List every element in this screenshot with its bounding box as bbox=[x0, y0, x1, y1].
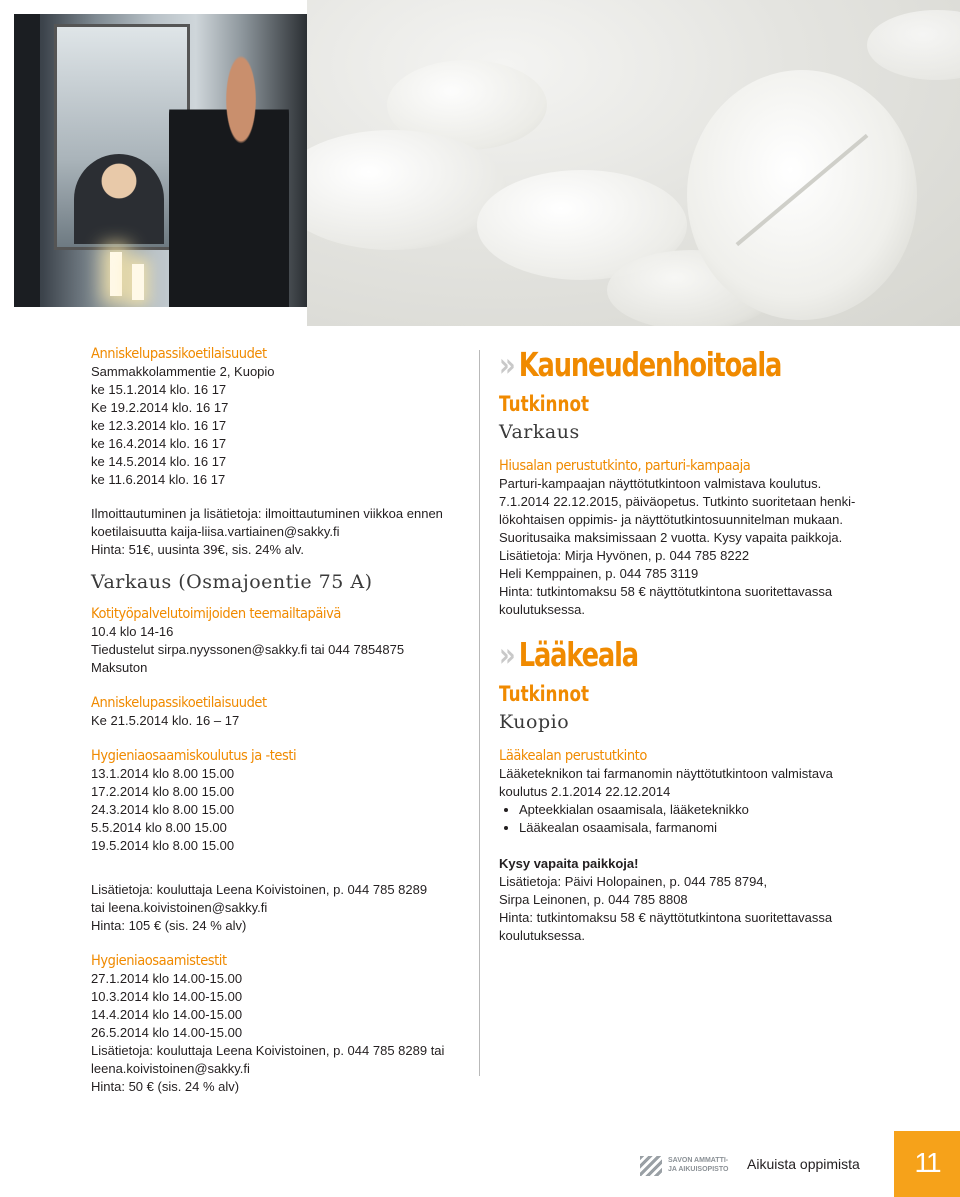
text-line: Maksuton bbox=[91, 660, 148, 675]
text-line: koetilaisuutta kaija-liisa.vartiainen@sakky.fi bbox=[91, 524, 340, 539]
hairdresser-photo bbox=[14, 14, 307, 307]
text-line: 17.2.2014 klo 8.00 15.00 bbox=[91, 784, 235, 799]
column-divider bbox=[479, 350, 480, 1076]
text-line: ke 14.5.2014 klo. 16 17 bbox=[91, 454, 227, 469]
candle bbox=[110, 252, 122, 296]
text-line: Ke 21.5.2014 klo. 16 – 17 bbox=[91, 713, 240, 728]
section-title-text: Lääkeala bbox=[518, 635, 638, 674]
page-number: 11 bbox=[914, 1147, 940, 1178]
text-line: Hinta: 51€, uusinta 39€, sis. 24% alv. bbox=[91, 542, 304, 557]
text-line: Ilmoittautuminen ja lisätietoja: ilmoittautuminen viikkoa ennen bbox=[91, 506, 443, 521]
client-figure bbox=[74, 154, 164, 244]
subsection-title: Tutkinnot bbox=[499, 392, 590, 416]
text-line: 27.1.2014 klo 14.00-15.00 bbox=[91, 971, 243, 986]
logo-text-line: SAVON AMMATTI- bbox=[668, 1157, 729, 1164]
section-title bbox=[499, 635, 795, 675]
text-line: 24.3.2014 klo 8.00 15.00 bbox=[91, 802, 235, 817]
text-line: lökohtaisen oppimis- ja näyttötutkintosuunnitelman mukaan. bbox=[499, 512, 843, 527]
text-line: Kysy vapaita paikkoja! bbox=[499, 856, 639, 871]
section-heading: Anniskelupassikoetilaisuudet bbox=[91, 346, 267, 362]
chevron-icon: » bbox=[499, 635, 511, 674]
text-line: Sammakkolammentie 2, Kuopio bbox=[91, 364, 275, 379]
text-line: 7.1.2014 22.12.2015, päiväopetus. Tutkinto suoritetaan henki- bbox=[499, 494, 856, 509]
text-line: 10.3.2014 klo 14.00-15.00 bbox=[91, 989, 243, 1004]
text-line: Lisätietoja: kouluttaja Leena Koivistoinen, p. 044 785 8289 bbox=[91, 882, 428, 897]
section-heading: Hygieniaosaamiskoulutus ja -testi bbox=[91, 748, 297, 764]
text-line: 19.5.2014 klo 8.00 15.00 bbox=[91, 838, 235, 853]
list-item: • Apteekkialan osaamisala, lääketeknikko bbox=[519, 801, 879, 819]
candle bbox=[132, 264, 144, 300]
text-line: Lisätietoja: Mirja Hyvönen, p. 044 785 8222 bbox=[499, 548, 750, 563]
text-line: 13.1.2014 klo 8.00 15.00 bbox=[91, 766, 235, 781]
hairdresser-figure bbox=[169, 54, 289, 307]
text-line: tai leena.koivistoinen@sakky.fi bbox=[91, 900, 268, 915]
section-heading: Kotityöpalvelutoimijoiden teemailtapäivä bbox=[91, 606, 341, 622]
chevron-icon: » bbox=[499, 345, 511, 384]
logo-text bbox=[668, 1156, 728, 1174]
text-line: ke 16.4.2014 klo. 16 17 bbox=[91, 436, 227, 451]
section-heading: Hiusalan perustutkinto, parturi-kampaaja bbox=[499, 458, 751, 474]
text-line: Lisätietoja: Päivi Holopainen, p. 044 785 8794, bbox=[499, 874, 768, 889]
text-line: Lisätietoja: kouluttaja Leena Koivistoinen, p. 044 785 8289 tai bbox=[91, 1043, 445, 1058]
text-line: 26.5.2014 klo 14.00-15.00 bbox=[91, 1025, 243, 1040]
page-number-box bbox=[894, 1131, 960, 1197]
organization-logo bbox=[640, 1150, 730, 1180]
logo-text-line: JA AIKUISOPISTO bbox=[668, 1166, 729, 1173]
text-line: koulutuksessa. bbox=[499, 602, 585, 617]
left-column bbox=[91, 345, 471, 1096]
section-heading: Hygieniaosaamistestit bbox=[91, 953, 227, 969]
text-line: 14.4.2014 klo 14.00-15.00 bbox=[91, 1007, 243, 1022]
text-line: Hinta: tutkintomaksu 58 € näyttötutkintona suoritettavassa bbox=[499, 584, 833, 599]
text-line: ke 12.3.2014 klo. 16 17 bbox=[91, 418, 227, 433]
bullet-list bbox=[499, 801, 879, 837]
text-line: Sirpa Leinonen, p. 044 785 8808 bbox=[499, 892, 688, 907]
place-heading: Kuopio bbox=[499, 711, 570, 733]
text-line: Heli Kemppainen, p. 044 785 3119 bbox=[499, 566, 699, 581]
footer-title: Aikuista oppimista bbox=[747, 1156, 860, 1172]
logo-mark-icon bbox=[640, 1156, 662, 1176]
text-line: 10.4 klo 14-16 bbox=[91, 624, 174, 639]
text-line: Hinta: 105 € (sis. 24 % alv) bbox=[91, 918, 247, 933]
text-line: Hinta: tutkintomaksu 58 € näyttötutkintona suoritettavassa bbox=[499, 910, 833, 925]
place-heading: Varkaus (Osmajoentie 75 A) bbox=[91, 571, 373, 593]
right-column bbox=[499, 345, 879, 945]
pill bbox=[867, 10, 960, 80]
list-item: • Lääkealan osaamisala, farmanomi bbox=[519, 819, 879, 837]
text-line: Hinta: 50 € (sis. 24 % alv) bbox=[91, 1079, 240, 1094]
text-line: leena.koivistoinen@sakky.fi bbox=[91, 1061, 250, 1076]
text-line: koulutuksessa. bbox=[499, 928, 585, 943]
pills-photo bbox=[307, 0, 960, 326]
text-line: Tiedustelut sirpa.nyyssonen@sakky.fi tai 044 7854875 bbox=[91, 642, 405, 657]
section-title-text: Kauneudenhoitoala bbox=[518, 345, 782, 384]
text-line: 5.5.2014 klo 8.00 15.00 bbox=[91, 820, 227, 835]
text-line: Lääketeknikon tai farmanomin näyttötutkintoon valmistava bbox=[499, 766, 833, 781]
text-line: ke 15.1.2014 klo. 16 17 bbox=[91, 382, 227, 397]
place-heading: Varkaus bbox=[499, 421, 580, 443]
door-frame bbox=[14, 14, 40, 307]
section-heading: Lääkealan perustutkinto bbox=[499, 748, 647, 764]
text-line: Parturi-kampaajan näyttötutkintoon valmistava koulutus. bbox=[499, 476, 822, 491]
text-line: Suoritusaika maksimissaan 2 vuotta. Kysy vapaita paikkoja. bbox=[499, 530, 843, 545]
text-line: Ke 19.2.2014 klo. 16 17 bbox=[91, 400, 229, 415]
subsection-title: Tutkinnot bbox=[499, 682, 590, 706]
text-line: ke 11.6.2014 klo. 16 17 bbox=[91, 472, 226, 487]
text-line: koulutus 2.1.2014 22.12.2014 bbox=[499, 784, 671, 799]
section-title bbox=[499, 345, 795, 385]
pill bbox=[687, 70, 917, 320]
section-heading: Anniskelupassikoetilaisuudet bbox=[91, 695, 267, 711]
